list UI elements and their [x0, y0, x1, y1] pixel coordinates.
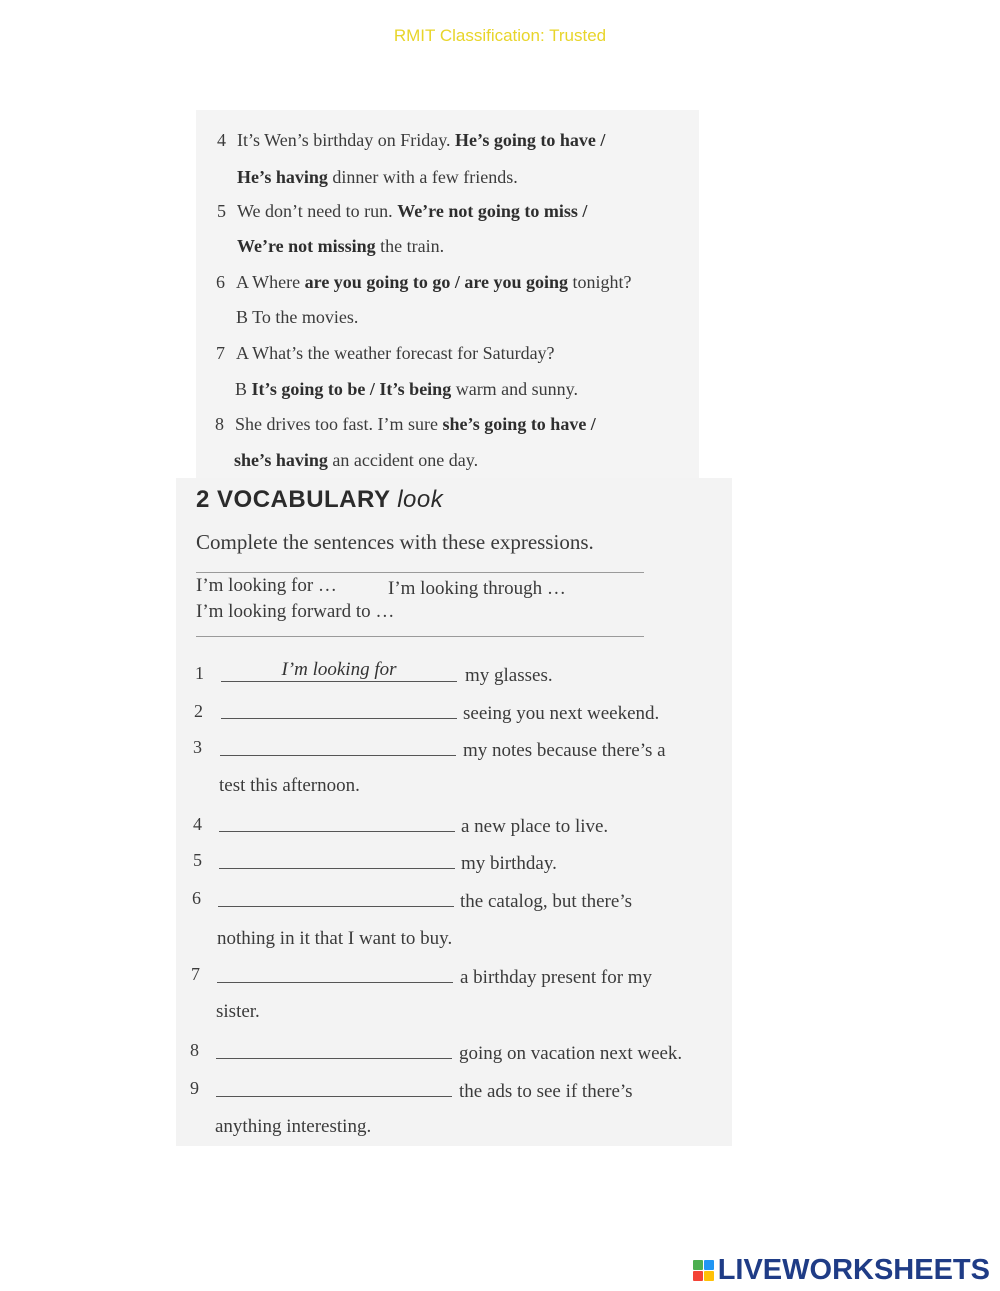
- answer-field-6[interactable]: [218, 885, 454, 907]
- ex1-item-5-line2: We’re not missing the train.: [237, 236, 445, 256]
- answer-field-3[interactable]: [220, 734, 456, 756]
- answer-field-7[interactable]: [217, 961, 453, 983]
- item-number: 1: [195, 663, 204, 683]
- item-number: 6: [192, 888, 201, 908]
- item-text: the catalog, but there’s: [460, 891, 632, 912]
- ex1-item-5-line1: 5 We don’t need to run. We’re not going to miss /: [217, 201, 588, 221]
- liveworksheets-logo-icon: [693, 1260, 714, 1281]
- answer-field-1[interactable]: I’m looking for: [221, 660, 457, 682]
- liveworksheets-wordmark: LIVEWORKSHEETS: [717, 1254, 990, 1286]
- ex1-item-6-line1: 6 A Where are you going to go / are you going tonight?: [216, 272, 632, 292]
- expression-looking-for: I’m looking for …: [196, 575, 337, 596]
- logo-square: [693, 1271, 703, 1281]
- box-top-rule: [196, 572, 644, 573]
- item-continuation: sister.: [216, 1001, 260, 1022]
- ex1-item-4-line1: 4 It’s Wen’s birthday on Friday. He’s going to have /: [217, 130, 606, 150]
- item-number: 4: [193, 814, 202, 834]
- answer-field-8[interactable]: [216, 1037, 452, 1059]
- item-number: 7: [191, 964, 200, 984]
- item-text: my notes because there’s a: [463, 740, 666, 761]
- liveworksheets-logo: [693, 1254, 990, 1287]
- answer-field-9[interactable]: [216, 1075, 452, 1097]
- ex1-item-4-line2: He’s having dinner with a few friends.: [237, 167, 518, 187]
- ex1-item-7-line1: 7 A What’s the weather forecast for Saturday?: [216, 343, 555, 363]
- item-text: a new place to live.: [461, 816, 609, 837]
- item-continuation: test this afternoon.: [219, 775, 360, 796]
- item-continuation: nothing in it that I want to buy.: [217, 928, 453, 949]
- ex1-item-8-line1: 8 She drives too fast. I’m sure she’s going to have /: [215, 414, 596, 434]
- item-text: seeing you next weekend.: [463, 703, 660, 724]
- item-text: going on vacation next week.: [459, 1043, 683, 1064]
- item-text: my birthday.: [461, 853, 557, 874]
- instruction-text: Complete the sentences with these expressions.: [196, 530, 594, 554]
- item-text: a birthday present for my: [460, 967, 653, 988]
- item-continuation: anything interesting.: [215, 1116, 372, 1137]
- ex1-item-8-line2: she’s having an accident one day.: [234, 450, 479, 470]
- item-number: 8: [190, 1040, 199, 1060]
- logo-square: [704, 1260, 714, 1270]
- classification-label: RMIT Classification: Trusted: [393, 26, 607, 45]
- answer-field-4[interactable]: [219, 810, 455, 832]
- item-number: 5: [193, 850, 202, 870]
- section-heading: 2 VOCABULARY look: [196, 486, 444, 513]
- box-bottom-rule: [196, 636, 644, 637]
- item-text: my glasses.: [465, 665, 553, 686]
- item-number: 2: [194, 701, 203, 721]
- expression-looking-through: I’m looking through …: [388, 578, 566, 599]
- expression-looking-forward-to: I’m looking forward to …: [196, 601, 395, 622]
- item-text: the ads to see if there’s: [459, 1081, 633, 1102]
- item-number: 9: [190, 1078, 199, 1098]
- answer-field-5[interactable]: [219, 847, 455, 869]
- ex1-item-6-line2: B To the movies.: [236, 307, 359, 327]
- ex1-item-7-line2: B It’s going to be / It’s being warm and sunny.: [235, 379, 579, 399]
- logo-square: [693, 1260, 703, 1270]
- logo-square: [704, 1271, 714, 1281]
- answer-field-2[interactable]: [221, 697, 457, 719]
- item-number: 3: [193, 737, 202, 757]
